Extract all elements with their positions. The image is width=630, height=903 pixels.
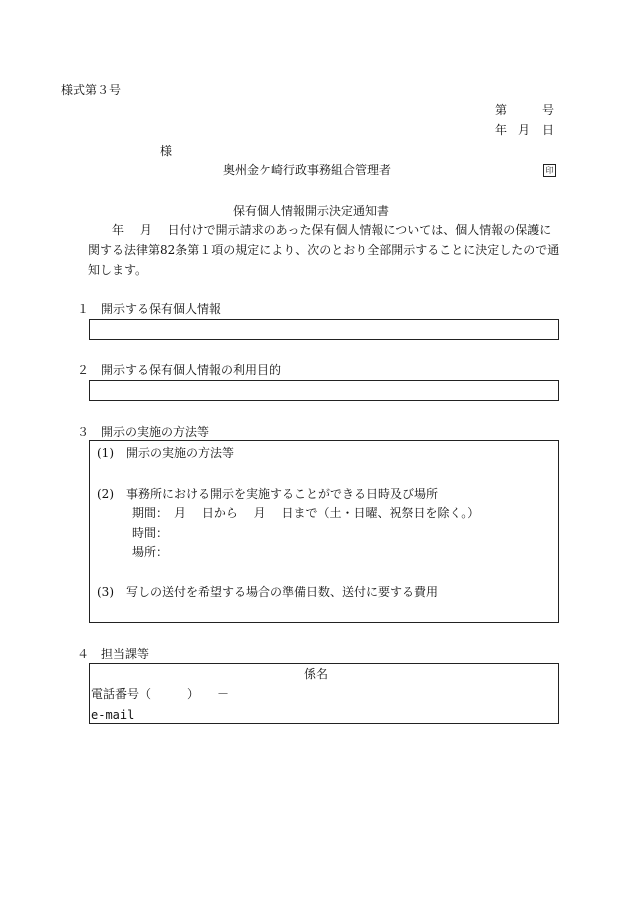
body-line-2: 関する法律第82条第１項の規定により、次のとおり全部開示することに決定したので通 [88,243,560,257]
section-1-label: １ 開示する保有個人情報 [77,302,222,316]
section-3-item-2: (2) 事務所における開示を実施することができる日時及び場所 [97,487,439,501]
date-day: 日 [542,123,555,137]
form-number: 様式第３号 [61,83,122,97]
section-4-email: e-mail [91,708,135,722]
date-month: 月 [518,123,531,137]
section-4-label: ４ 担当課等 [77,647,150,661]
section-3-item-1: (1) 開示の実施の方法等 [97,446,234,460]
section-2-label: ２ 開示する保有個人情報の利用目的 [77,363,282,377]
section-1-box [89,319,559,340]
section-3-period: 期間： 月 日から 月 日まで（土・日曜、祝祭日を除く。） [132,506,480,520]
section-3-place: 場所： [132,545,169,559]
issuer-name: 奥州金ケ崎行政事務組合管理者 [223,163,392,177]
document-title: 保有個人情報開示決定通知書 [233,204,390,218]
seal-icon: 印 [543,164,556,177]
doc-number-dai: 第 [495,103,508,117]
body-line-1: 年 月 日付けで開示請求のあった保有個人情報については、個人情報の保護に [112,223,552,237]
body-line-3: 知します。 [88,263,148,277]
section-2-box [89,380,559,401]
section-3-label: ３ 開示の実施の方法等 [77,425,210,439]
doc-number-go: 号 [542,103,555,117]
addressee-suffix: 様 [160,144,173,158]
section-3-time: 時間： [132,526,169,540]
section-4-phone: 電話番号（ ） － [91,687,230,701]
date-year: 年 [495,123,508,137]
section-3-item-3: (3) 写しの送付を希望する場合の準備日数、送付に要する費用 [97,585,439,599]
section-4-staff: 係名 [304,667,329,681]
